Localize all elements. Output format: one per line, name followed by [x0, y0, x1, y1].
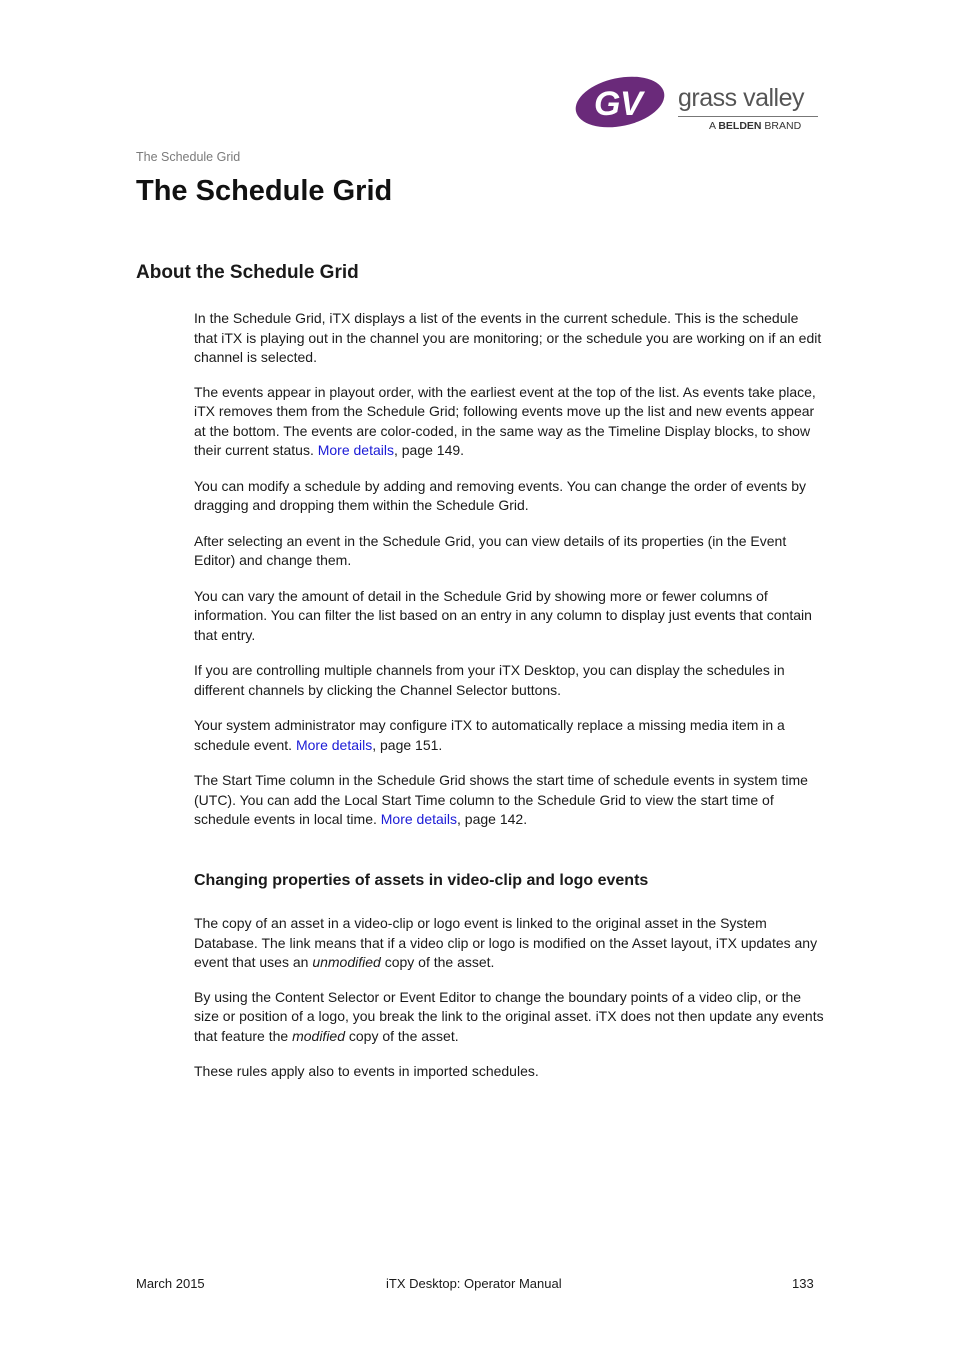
page-title: The Schedule Grid — [136, 175, 393, 207]
paragraph: You can vary the amount of detail in the Schedule Grid by showing more or fewer columns of information. You can filter the list based on an entry in any column to display just events that contain that entry. — [194, 587, 812, 643]
logo-subtitle: A BELDEN BRAND — [709, 120, 802, 132]
more-details-link[interactable]: More details — [317, 442, 394, 458]
gv-mark-icon — [574, 72, 674, 130]
running-header: The Schedule Grid — [136, 150, 241, 164]
more-details-link[interactable]: More details — [295, 736, 373, 753]
more-details-link[interactable]: More details — [380, 811, 458, 827]
logo-wordmark: grass valley — [678, 84, 804, 112]
section-heading: About the Schedule Grid — [136, 262, 359, 283]
paragraph: The copy of an asset in a video-clip or logo event is linked to the original asset in the System Database. The link means that if a video clip or logo is modified on the Asset layout, iTX updates any event that uses an unmodified copy of the asset. — [194, 915, 818, 970]
paragraph: If you are controlling multiple channels from your iTX Desktop, you can display the schedules in different channels by clicking the Channel Selector buttons. — [194, 662, 785, 698]
paragraph: The events appear in playout order, with the earliest event at the top of the list. As events take place, iTX removes them from the Schedule Grid; following events move up the list and new events appear at the bottom. The events are color-coded, in the same way as the Timeline Display blocks, to show their current status. More details, page 149. — [194, 383, 816, 458]
logo-divider — [678, 116, 818, 117]
paragraph: These rules apply also to events in imported schedules. — [194, 1063, 539, 1079]
footer-manual-title: iTX Desktop: Operator Manual — [386, 1276, 562, 1291]
subsection-heading: Changing properties of assets in video-clip and logo events — [194, 872, 649, 889]
paragraph: The Start Time column in the Schedule Grid shows the start time of schedule events in system time (UTC). You can add the Local Start Time column to the Schedule Grid to view the start time of schedule events in local time. More details, page 142. — [194, 772, 808, 827]
paragraph: In the Schedule Grid, iTX displays a list of the events in the current schedule. This is the schedule that iTX is playing out in the channel you are monitoring; or the schedule you are working on if an edit channel is selected. — [194, 310, 822, 365]
paragraph: By using the Content Selector or Event Editor to change the boundary points of a video clip, or the size or position of a logo, you break the link to the original asset. iTX does not then update any events that feature the modified copy of the asset. — [194, 988, 824, 1044]
paragraph: You can modify a schedule by adding and removing events. You can change the order of events by dragging and dropping them within the Schedule Grid. — [194, 477, 807, 513]
section-body — [194, 309, 824, 830]
footer-page-number: 133 — [792, 1276, 814, 1291]
subsection-body — [194, 914, 824, 1082]
paragraph: After selecting an event in the Schedule Grid, you can view details of its properties (in the Event Editor) and change them. — [194, 532, 787, 568]
svg-text:G: G — [594, 85, 621, 123]
grass-valley-logo — [574, 70, 824, 136]
footer-date: March 2015 — [136, 1276, 205, 1291]
svg-text:V: V — [620, 85, 643, 123]
paragraph: Your system administrator may configure iTX to automatically replace a missing media item in a schedule event. More details, page 151. — [194, 717, 785, 753]
